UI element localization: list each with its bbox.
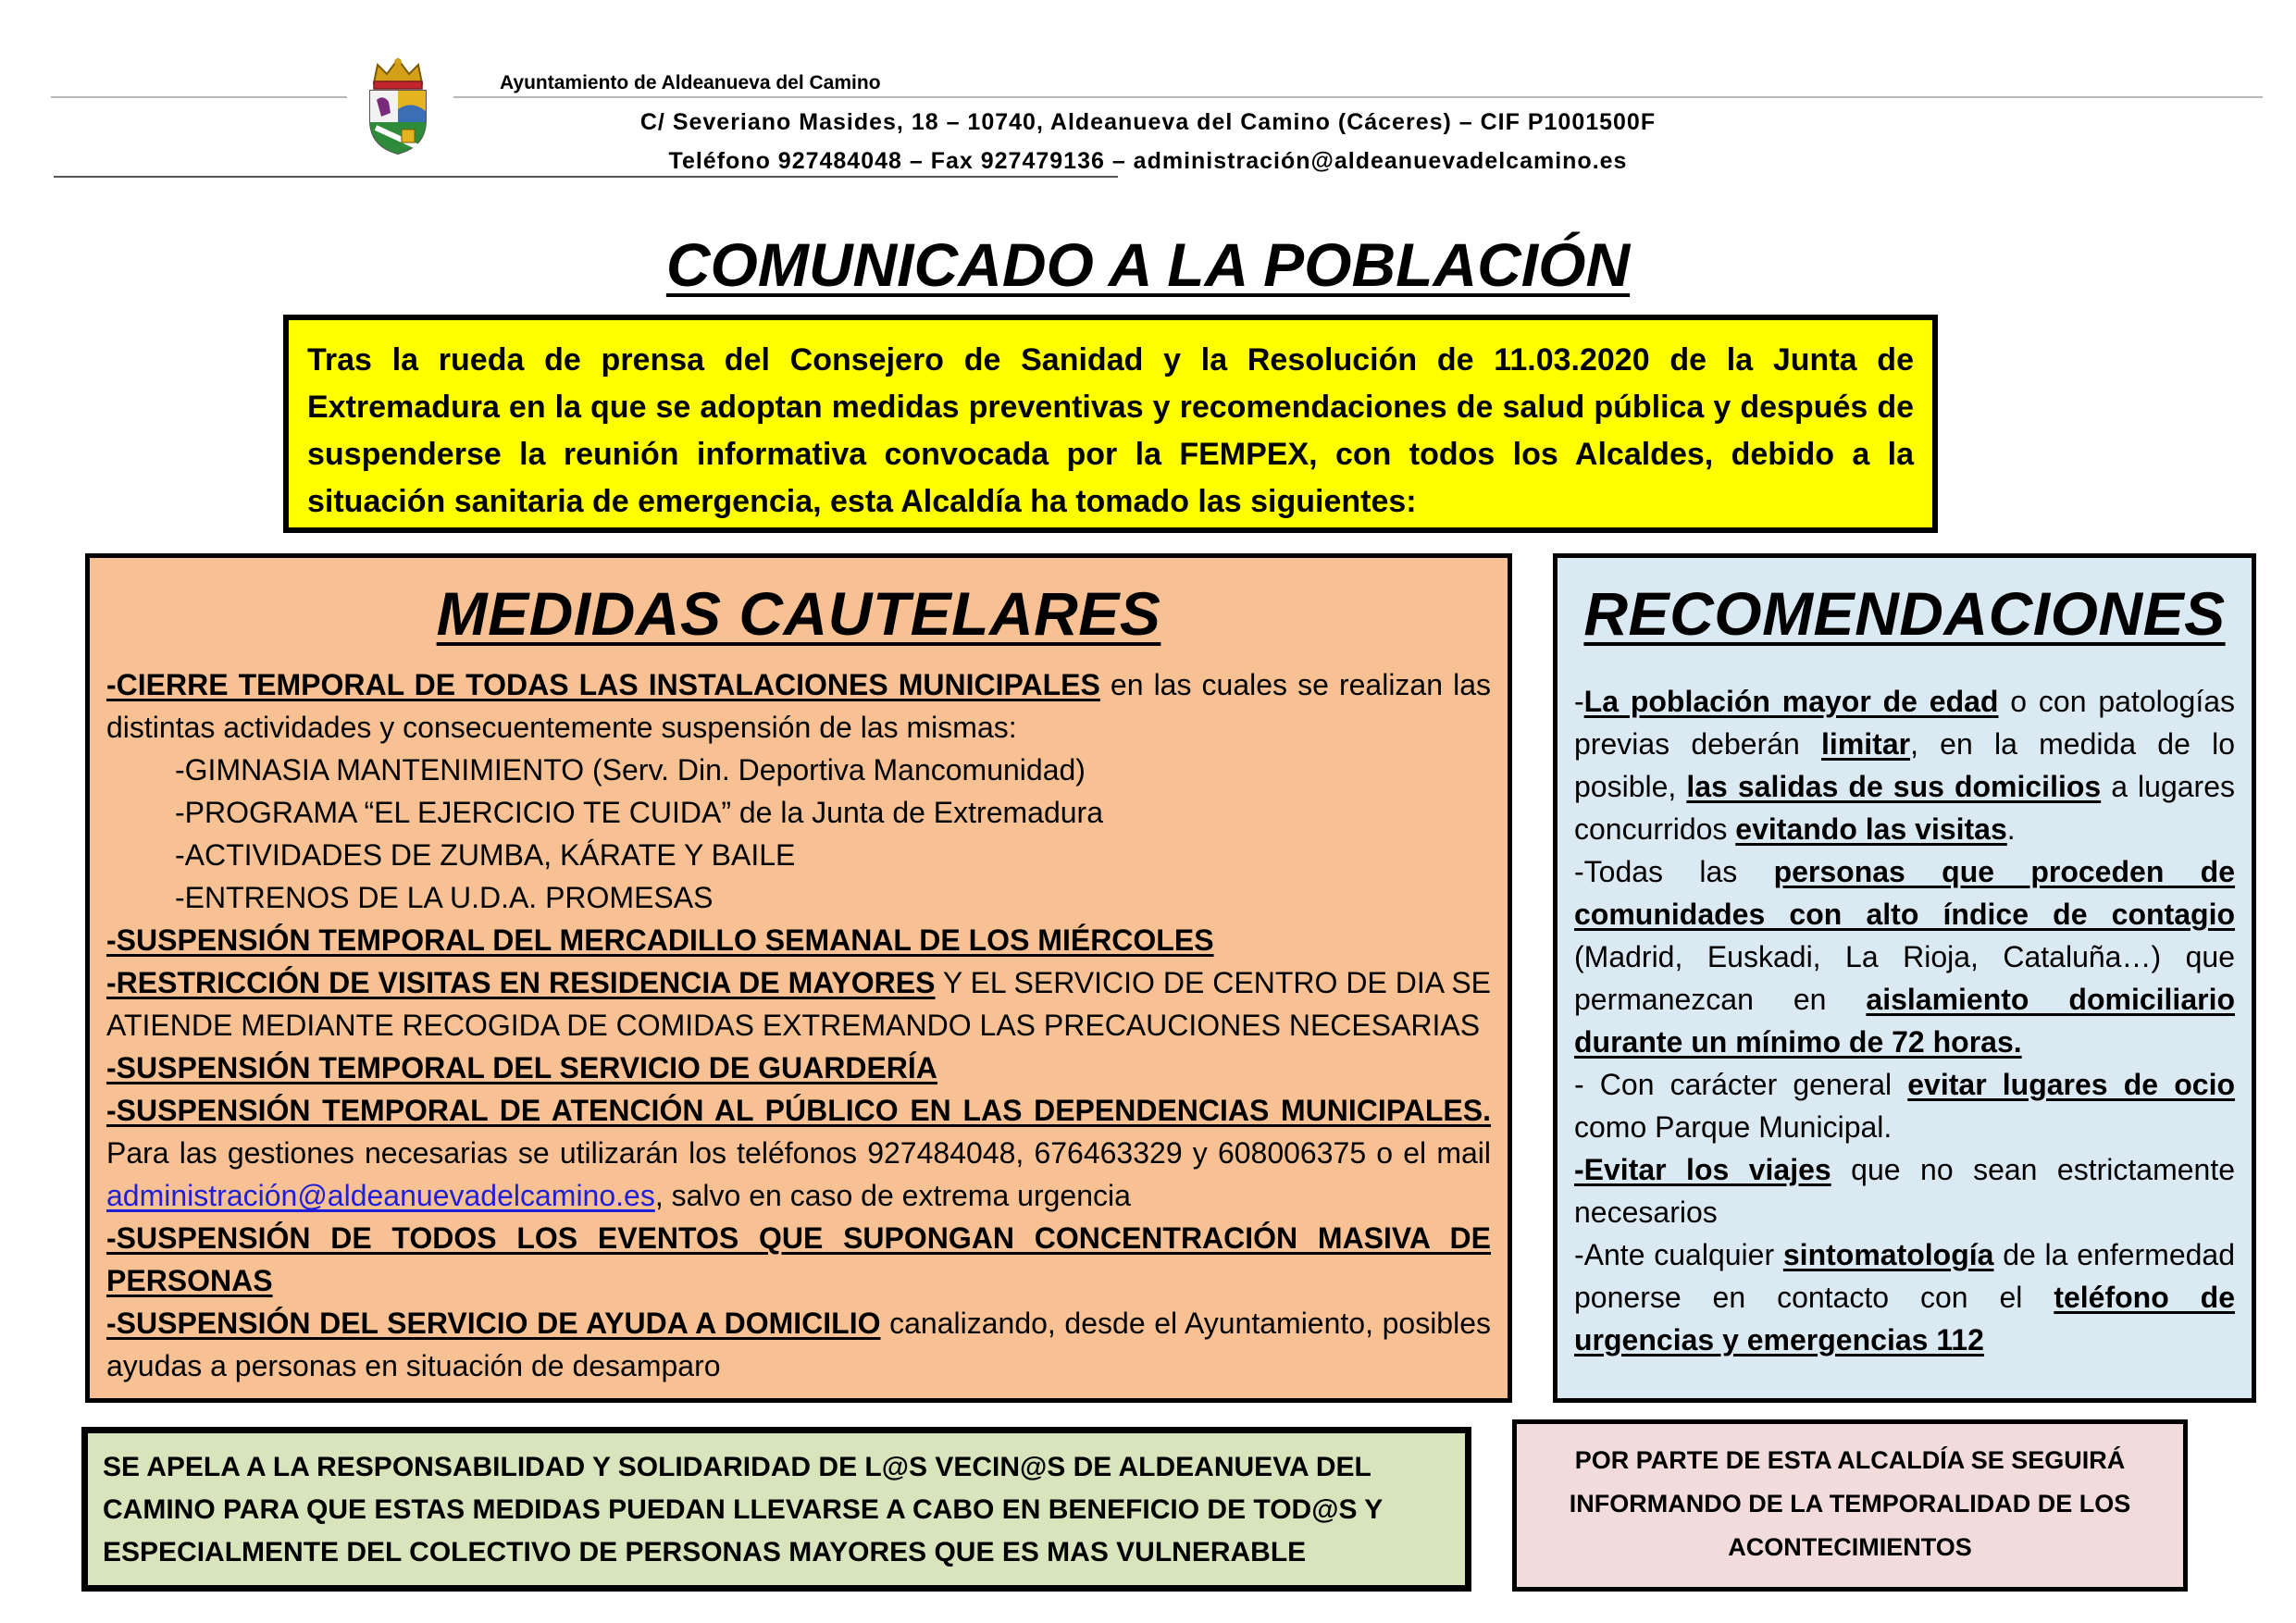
recommendations-box xyxy=(1553,553,2256,1403)
recommendations-body xyxy=(1574,680,2235,1361)
appeal-box xyxy=(81,1427,1471,1592)
rec-bold: -Evitar los viajes xyxy=(1574,1153,1831,1186)
rec-text: -Ante cualquier xyxy=(1574,1238,1783,1271)
rec-dash: - xyxy=(1574,685,1584,718)
org-name: Ayuntamiento de Aldeanueva del Camino xyxy=(500,72,881,93)
recommendation-travel xyxy=(1574,1148,2235,1233)
measure-public-attention xyxy=(106,1089,1491,1217)
intro-box xyxy=(283,315,1938,533)
medidas-heading: MEDIDAS CAUTELARES xyxy=(436,579,1161,648)
activity-item: -GIMNASIA MANTENIMIENTO (Serv. Din. Deportiva Mancomunidad) xyxy=(175,753,1086,787)
rec-text: a lugares concurridos xyxy=(1574,770,2235,846)
email-link[interactable]: administración@aldeanuevadelcamino.es xyxy=(106,1179,655,1212)
rec-text: (Madrid, Euskadi, La Rioja, Cataluña…) que permanezcan en xyxy=(1574,940,2235,1016)
measure-closure xyxy=(106,663,1491,749)
rec-text: , en la medida de lo posible, xyxy=(1574,727,2235,803)
appeal-text: SE APELA A LA RESPONSABILIDAD Y SOLIDARIDAD DE L@S VECIN@S DE ALDEANUEVA DEL CAMINO PARA QUE ESTAS MEDIDAS PUEDAN LLEVARSE A CABO EN BENEFICIO DE TOD@S Y ESPECIALMENTE DEL COLECTIVO DE PERSONAS MAYORES QUE ES MAS VULNERABLE xyxy=(103,1452,1383,1567)
measure-events xyxy=(106,1217,1491,1302)
recommendations-heading: RECOMENDACIONES xyxy=(1583,579,2226,648)
notice-text: POR PARTE DE ESTA ALCALDÍA SE SEGUIRÁ INFORMANDO DE LA TEMPORALIDAD DE LOS ACONTECIMIENTOS xyxy=(1569,1446,2131,1561)
measure-public-attention-text: Para las gestiones necesarias se utilizarán los teléfonos 927484048, 676463329 y 608006375 o el mail xyxy=(106,1136,1491,1170)
medidas-body xyxy=(106,663,1491,1387)
rec-bold: limitar xyxy=(1821,727,1911,761)
rec-bold: personas que proceden de comunidades con alto índice de contagio xyxy=(1574,855,2236,931)
recommendation-symptoms xyxy=(1574,1233,2235,1361)
municipal-crest-icon xyxy=(361,56,435,157)
rec-text: o con patologías previas deberán xyxy=(1574,685,2236,761)
header-rule-top-left xyxy=(51,96,347,98)
measure-market xyxy=(106,919,1491,961)
rec-bold: aislamiento domiciliario durante un mínimo de 72 horas. xyxy=(1574,983,2235,1059)
measure-closure-text: en las cuales se realizan las distintas actividades y consecuentemente suspensión de las mismas: xyxy=(106,668,1492,744)
intro-text: Tras la rueda de prensa del Consejero de Sanidad y la Resolución de 11.03.2020 de la Junta de Extremadura en la que se adoptan medidas preventivas y recomendaciones de salud pública y después de suspenderse la reunión informativa convocada por la FEMPEX, con todos los Alcaldes, debido a la situación sanitaria de emergencia, esta Alcaldía ha tomado las siguientes: xyxy=(307,342,1914,519)
measure-public-attention-title: -SUSPENSIÓN TEMPORAL DE ATENCIÓN AL PÚBLICO EN LAS DEPENDENCIAS MUNICIPALES. xyxy=(106,1094,1491,1127)
notice-box xyxy=(1512,1419,2188,1592)
page-title: COMUNICADO A LA POBLACIÓN xyxy=(665,230,1631,299)
measure-market-title: -SUSPENSIÓN TEMPORAL DEL MERCADILLO SEMANAL DE LOS MIÉRCOLES xyxy=(106,923,1214,957)
activity-item: -ENTRENOS DE LA U.D.A. PROMESAS xyxy=(175,881,714,914)
header-rule-bottom xyxy=(54,176,1118,178)
rec-text: que no sean estrictamente necesarios xyxy=(1574,1153,2236,1229)
contact-line: Teléfono 927484048 – Fax 927479136 – administración@aldeanuevadelcamino.es xyxy=(668,148,1628,174)
measure-home-help xyxy=(106,1302,1491,1387)
measure-home-help-text: canalizando, desde el Ayuntamiento, posibles ayudas a personas en situación de desamparo xyxy=(106,1307,1492,1382)
recommendation-leisure xyxy=(1574,1063,2235,1148)
recommendation-isolation xyxy=(1574,850,2235,1063)
measure-events-title: -SUSPENSIÓN DE TODOS LOS EVENTOS QUE SUPONGAN CONCENTRACIÓN MASIVA DE PERSONAS xyxy=(106,1221,1491,1297)
rec-text: . xyxy=(2006,812,2016,846)
rec-text: como Parque Municipal. xyxy=(1574,1110,1893,1144)
rec-bold: teléfono de urgencias y emergencias 112 xyxy=(1574,1281,2236,1357)
rec-bold: evitando las visitas xyxy=(1735,812,2007,846)
measure-nursery xyxy=(106,1047,1491,1089)
measure-public-attention-tail: , salvo en caso de extrema urgencia xyxy=(654,1179,1131,1212)
measure-residence xyxy=(106,961,1491,1047)
header-rule-top-right xyxy=(453,96,2263,98)
activity-item: -PROGRAMA “EL EJERCICIO TE CUIDA” de la Junta de Extremadura xyxy=(175,796,1103,829)
rec-bold: las salidas de sus domicilios xyxy=(1686,770,2102,803)
activity-item: -ACTIVIDADES DE ZUMBA, KÁRATE Y BAILE xyxy=(175,838,796,872)
medidas-box xyxy=(85,553,1512,1403)
measure-home-help-title: -SUSPENSIÓN DEL SERVICIO DE AYUDA A DOMICILIO xyxy=(106,1307,881,1340)
measure-nursery-title: -SUSPENSIÓN TEMPORAL DEL SERVICIO DE GUARDERÍA xyxy=(106,1051,937,1084)
rec-elderly-title: La población mayor de edad xyxy=(1583,685,1999,718)
recommendation-elderly xyxy=(1574,680,2235,850)
rec-text: - Con carácter general xyxy=(1574,1068,1908,1101)
measure-closure-title: -CIERRE TEMPORAL DE TODAS LAS INSTALACIONES MUNICIPALES xyxy=(106,668,1100,701)
measure-residence-text: Y EL SERVICIO DE CENTRO DE DIA SE ATIENDE MEDIANTE RECOGIDA DE COMIDAS EXTREMANDO LAS PRECAUCIONES NECESARIAS xyxy=(106,966,1492,1042)
rec-bold: evitar lugares de ocio xyxy=(1907,1068,2236,1101)
rec-text: -Todas las xyxy=(1574,855,1774,888)
measure-residence-title: -RESTRICCIÓN DE VISITAS EN RESIDENCIA DE MAYORES xyxy=(106,966,936,999)
rec-text: de la enfermedad ponerse en contacto con el xyxy=(1574,1238,2236,1314)
address-line: C/ Severiano Masides, 18 – 10740, Aldeanueva del Camino (Cáceres) – CIF P1001500F xyxy=(639,109,1657,135)
rec-bold: sintomatología xyxy=(1782,1238,1994,1271)
